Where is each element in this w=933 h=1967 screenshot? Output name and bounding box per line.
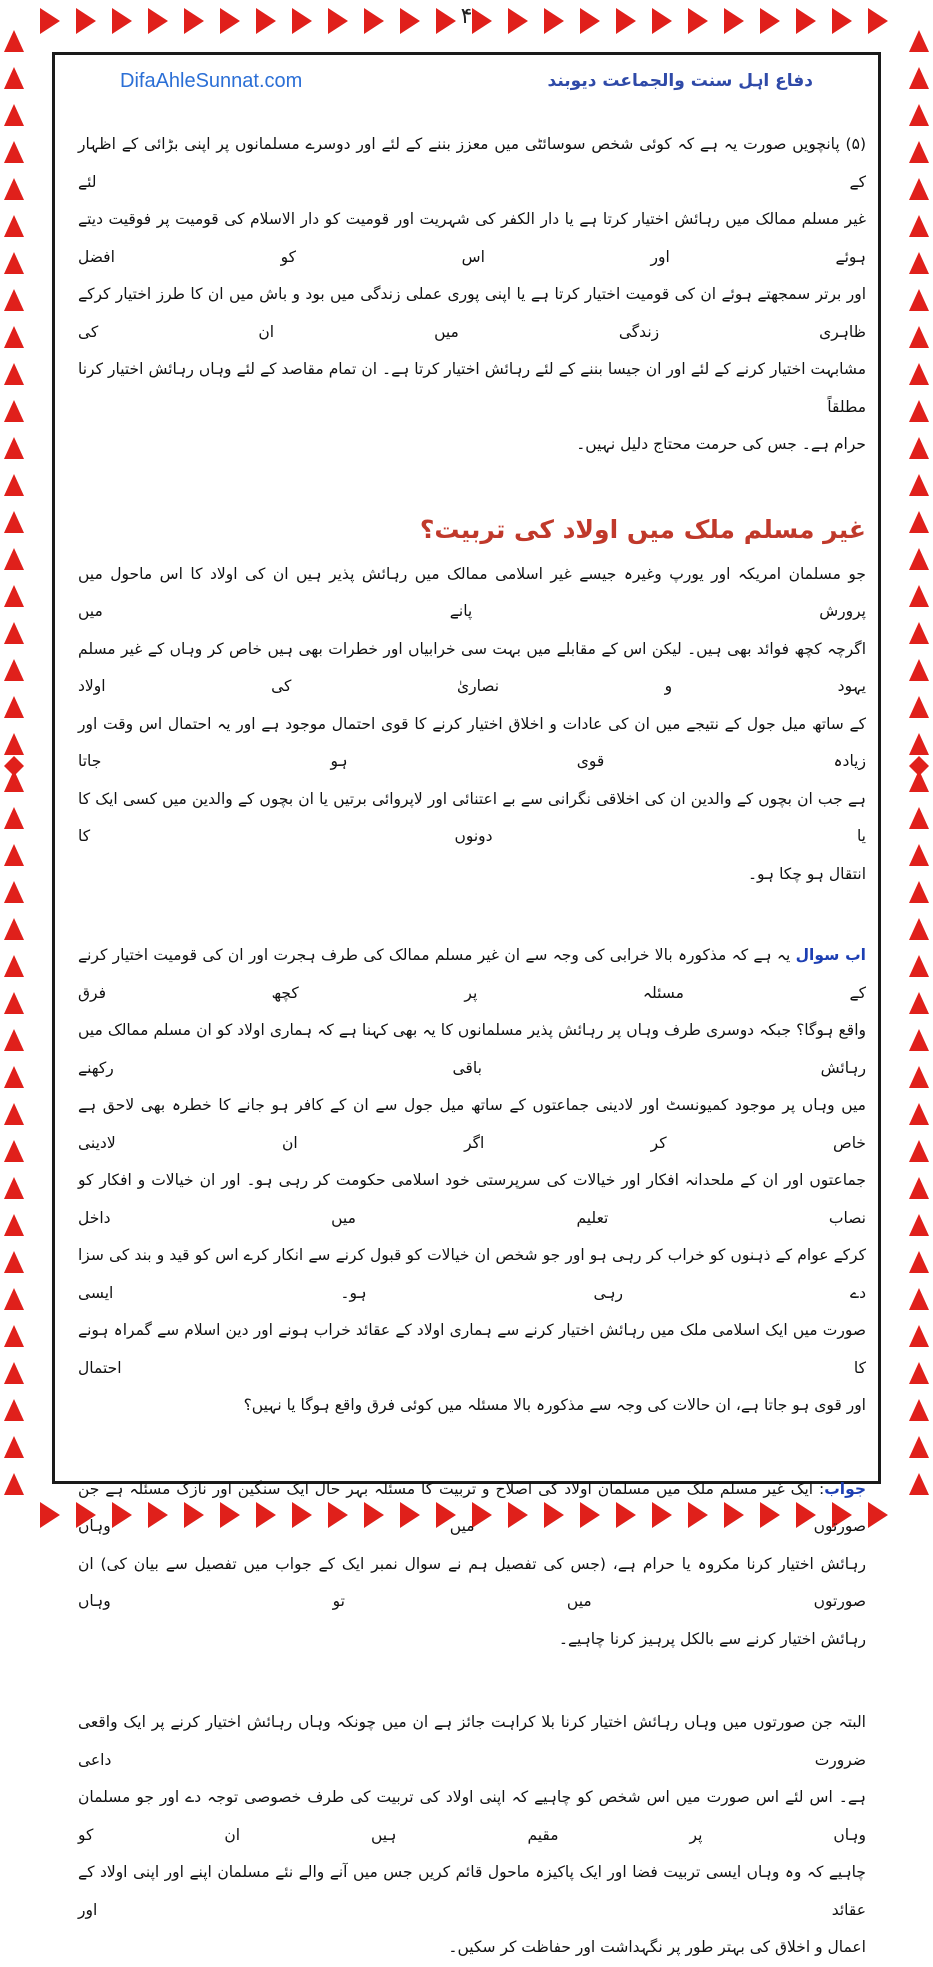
border-triangle [4,141,24,163]
border-triangle [4,756,24,776]
border-triangle [909,178,929,200]
border-triangle [909,881,929,903]
border-triangle [909,289,929,311]
text-line: جو مسلمان امریکہ اور یورپ وغیرہ جیسے غیر اسلامی ممالک میں رہائش پذیر ہیں ان کی اولاد کا اس ماحول میں پرورش پانے میں [78,564,866,620]
border-triangle [4,955,24,977]
border-triangle [909,1251,929,1273]
text-line: اگرچہ کچھ فوائد بھی ہیں۔ لیکن اس کے مقابلے میں بہت سی خرابیاں اور خطرات بھی ہیں خاص کر وہاں کے غیر مسلم یہود و نصاریٰ کی اولاد [78,639,866,695]
border-triangle [909,1029,929,1051]
border-right-column [909,30,929,1495]
border-triangle [4,400,24,422]
paragraph-upbringing [78,556,866,894]
paragraph-answer [78,1471,866,1659]
text-line: انتقال ہو چکا ہو۔ [747,864,866,883]
text-line: حرام ہے۔ جس کی حرمت محتاج دلیل نہیں۔ [576,435,866,453]
border-triangle [909,141,929,163]
text-line: (۵) پانچویں صورت یہ ہے کہ کوئی شخص سوسائٹی میں معزز بننے کے لئے اور دوسرے مسلمانوں پر اپنی بڑائی کے اظہار کے لئے [78,135,866,191]
border-triangle [909,30,929,52]
border-triangle [4,844,24,866]
border-triangle [909,511,929,533]
border-triangle [909,1140,929,1162]
text-line: چاہیے کہ وہ وہاں ایسی تربیت فضا اور ایک پاکیزہ ماحول قائم کریں جس میں آنے والے نئے مسلمان اپنے اور اپنی اولاد کے عقائد اور [78,1863,866,1919]
border-triangle [4,585,24,607]
paragraph-conclusion [78,1704,866,1967]
border-triangle [909,1362,929,1384]
question-label: اب سوال [795,946,866,964]
border-triangle [909,437,929,459]
border-triangle [4,622,24,644]
border-triangle [4,215,24,237]
border-triangle [909,1066,929,1088]
border-triangle [909,1214,929,1236]
border-triangle [4,548,24,570]
border-triangle [909,733,929,755]
border-triangle [909,1436,929,1458]
border-triangle [909,585,929,607]
border-triangle [909,918,929,940]
border-triangle [4,733,24,755]
border-triangle [4,807,24,829]
border-triangle [909,252,929,274]
border-triangle [40,1502,60,1528]
border-triangle [909,215,929,237]
border-triangle [909,363,929,385]
border-triangle [4,659,24,681]
border-triangle [4,326,24,348]
section-heading: غیر مسلم ملک میں اولاد کی تربیت؟ [419,514,866,544]
border-triangle [4,1288,24,1310]
text-line: صورت میں ایک اسلامی ملک میں رہائش اختیار کرنے سے ہماری اولاد کے عقائد خراب ہونے اور دین اسلام سے گمراہ ہونے کا احتمال [78,1321,866,1377]
text-line [78,937,866,1012]
border-triangle [4,1140,24,1162]
text-line: اعمال و اخلاق کی بہتر طور پر نگہداشت اور حفاظت کر سکیں۔ [448,1938,866,1956]
border-triangle [4,30,24,52]
border-triangle [909,696,929,718]
border-triangle [909,659,929,681]
border-triangle [4,1103,24,1125]
answer-first-line: : ایک غیر مسلم ملک میں مسلمان اولاد کی اصلاح و تربیت کا مسئلہ بہر حال ایک سنگین اور نازک مسئلہ ہے جن صورتوں میں وہاں [78,1479,866,1535]
border-triangle [909,756,929,776]
header-title: دفاع اہل سنت والجماعت دیوبند [547,71,813,91]
border-triangle [909,474,929,496]
text-line: غیر مسلم ممالک میں رہائش اختیار کرتا ہے یا دار الکفر کی شہریت اور قومیت کو دار الاسلام کی قومیت پر فوقیت دیتے ہوئے اور اس کو افضل [78,210,866,266]
border-triangle [4,67,24,89]
border-triangle [909,1177,929,1199]
border-triangle [909,400,929,422]
article-body [78,126,866,1967]
border-triangle [4,1325,24,1347]
text-line: میں وہاں پر موجود کمیونسٹ اور لادینی جماعتوں کے ساتھ میل جول سے ان کے کافر ہو جانے کا خطرہ بھی لاحق ہے خاص کر اگر ان لادینی [78,1096,866,1152]
border-triangle [4,1029,24,1051]
border-triangle [4,696,24,718]
answer-label: جواب [824,1479,866,1498]
text-line [78,1471,866,1546]
border-triangle [4,1066,24,1088]
text-line: کرکے عوام کے ذہنوں کو خراب کر رہی ہو اور جو شخص ان خیالات کو قبول کرنے سے انکار کرے اس کو قید و بند کی سزا دے رہی ہو۔ ایسی [78,1246,866,1302]
border-triangle [909,807,929,829]
border-triangle [909,326,929,348]
border-triangle [909,1288,929,1310]
border-triangle [4,178,24,200]
text-line: مشابہت اختیار کرنے کے لئے اور ان جیسا بننے کے لئے رہائش اختیار کرتا ہے۔ ان تمام مقاصد کے لئے وہاں رہائش اختیار کرنا مطلقاً [78,360,866,416]
border-triangle [4,1251,24,1273]
border-triangle [909,992,929,1014]
border-triangle [4,474,24,496]
text-line: ہے جب ان بچوں کے والدین ان کی اخلاقی نگرانی سے بے اعتنائی اور لاپروائی برتیں یا ان بچوں کے والدین میں کسی ایک کا یا دونوں کا [78,789,866,845]
text-line: اور قوی ہو جاتا ہے، ان حالات کی وجہ سے مذکورہ بالا مسئلہ میں کوئی فرق واقع ہوگا یا نہیں؟ [243,1396,866,1414]
border-triangle [909,844,929,866]
border-triangle [4,1473,24,1495]
site-url[interactable]: DifaAhleSunnat.com [120,70,303,92]
border-left-column [4,30,24,1495]
text-line: جماعتوں اور ان کے ملحدانہ افکار اور خیالات کی سرپرستی خود اسلامی حکومت کر رہی ہو۔ اور ان خیالات و افکار کو نصاب تعلیم میں داخل [78,1171,866,1227]
text-line: البتہ جن صورتوں میں وہاں رہائش اختیار کرنا بلا کراہت جائز ہے ان میں چونکہ وہاں رہائش اختیار کرنے پر ایک واقعی ضرورت داعی [78,1713,866,1769]
border-triangle [909,548,929,570]
text-line: اور برتر سمجھتے ہوئے ان کی قومیت اختیار کرتا ہے یا اپنی پوری عملی زندگی میں بود و باش میں ان کا طرز اختیار کرکے ظاہری زندگی میں ان کی [78,285,866,341]
border-triangle [909,1399,929,1421]
border-triangle [4,437,24,459]
border-triangle [909,1473,929,1495]
border-triangle [4,881,24,903]
text-line: ہے۔ اس لئے اس صورت میں اس شخص کو چاہیے کہ اپنی اولاد کی تربیت کی طرف خصوصی توجہ دے اور جو مسلمان وہاں پر مقیم ہیں ان کو [78,1788,866,1844]
text-line: کے ساتھ میل جول کے نتیجے میں ان کی عادات و اخلاق اختیار کرنے کا قوی احتمال موجود ہے اور یہ احتمال اس وقت اور زیادہ قوی ہو جاتا [78,714,866,770]
border-triangle [909,622,929,644]
border-triangle [4,1436,24,1458]
border-triangle [4,918,24,940]
border-triangle [909,67,929,89]
border-triangle [4,289,24,311]
border-triangle [4,1362,24,1384]
border-triangle [909,1103,929,1125]
border-triangle [4,104,24,126]
border-triangle [868,1502,888,1528]
border-triangle [909,104,929,126]
text-line: رہائش اختیار کرنے سے بالکل پرہیز کرنا چاہیے۔ [558,1629,866,1648]
border-triangle [909,955,929,977]
text-line: رہائش اختیار کرنا مکروہ یا حرام ہے، (جس کی تفصیل ہم نے سوال نمبر ایک کے جواب میں تفصیل سے بیان کی) ان صورتوں میں تو وہاں [78,1554,866,1610]
question-first-line: یہ ہے کہ مذکورہ بالا خرابی کی وجہ سے ان غیر مسلم ممالک کی طرف ہجرت اور ان کی قومیت اختیار کرنے کے مسئلہ پر کچھ فرق [78,946,866,1002]
border-triangle [4,363,24,385]
border-triangle [4,1177,24,1199]
paragraph-fifth-case [78,126,866,464]
border-triangle [4,511,24,533]
border-triangle [4,992,24,1014]
paragraph-question [78,937,866,1425]
border-triangle [909,1325,929,1347]
page-number: ۴ [460,4,473,29]
text-line: واقع ہوگا؟ جبکہ دوسری طرف وہاں پر رہائش پذیر مسلمانوں کا یہ بھی کہنا ہے کہ ہماری اولاد کو ان مسلم ممالک میں رہائش باقی رکھنے [78,1021,866,1077]
border-triangle [4,252,24,274]
border-triangle [4,1214,24,1236]
border-triangle [4,1399,24,1421]
